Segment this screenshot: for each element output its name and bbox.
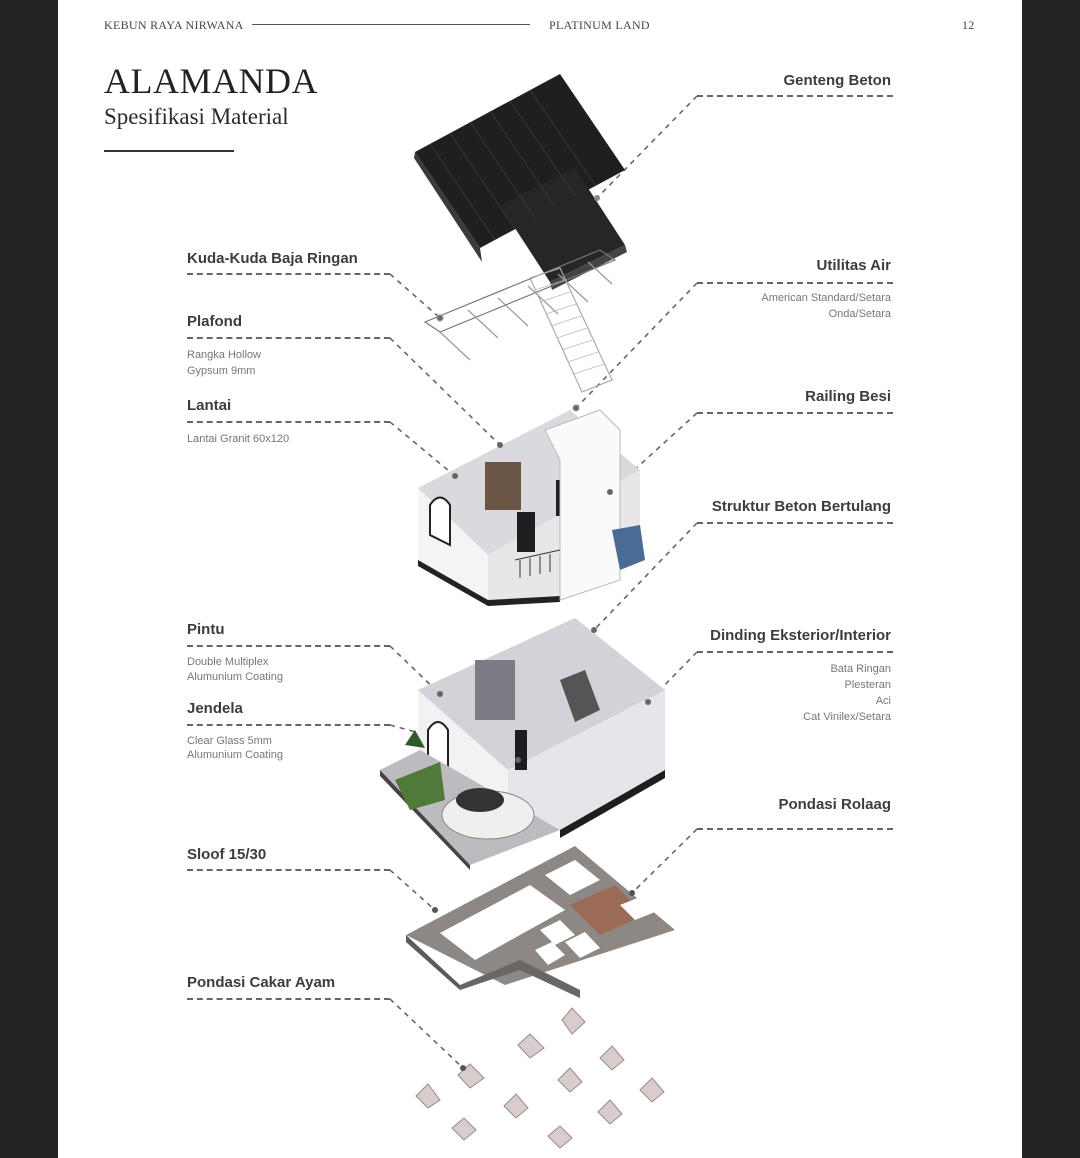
label-struktur-beton: Struktur Beton Bertulang (711, 498, 891, 515)
leader-pintu (187, 645, 390, 647)
spec-dinding-4: Cat Vinilex/Setara (803, 711, 891, 723)
spec-dinding-3: Aci (875, 695, 891, 707)
truss-illustration (425, 250, 615, 411)
header-project-name: KEBUN RAYA NIRWANA (104, 18, 244, 32)
page-number: 12 (962, 18, 975, 32)
spec-lantai-1: Lantai Granit 60x120 (187, 433, 290, 445)
leader-sloof (187, 869, 390, 871)
leader-pondasi-cakar-ayam (187, 998, 390, 1000)
leader-dinding (697, 651, 893, 653)
label-lantai: Lantai (187, 397, 232, 414)
leader-utilitas-air (697, 282, 893, 284)
spec-plafond-1: Rangka Hollow (187, 349, 261, 361)
label-sloof: Sloof 15/30 (187, 846, 267, 863)
upper-floor-illustration (418, 410, 645, 606)
leader-struktur-beton (697, 522, 893, 524)
spec-jendela-2: Alumunium Coating (187, 749, 283, 761)
leader-railing-besi (697, 412, 893, 414)
label-kuda-kuda: Kuda-Kuda Baja Ringan (187, 250, 358, 267)
spec-jendela-1: Clear Glass 5mm (187, 735, 272, 747)
label-pondasi-cakar-ayam: Pondasi Cakar Ayam (187, 974, 336, 991)
spec-dinding-2: Plesteran (844, 679, 891, 691)
spec-pintu-2: Alumunium Coating (187, 671, 283, 683)
leader-plafond (187, 337, 390, 339)
spec-plafond-2: Gypsum 9mm (187, 365, 256, 377)
leader-jendela (187, 724, 390, 726)
label-jendela: Jendela (187, 700, 243, 717)
spec-pintu-1: Double Multiplex (187, 656, 269, 668)
label-dinding: Dinding Eksterior/Interior (710, 627, 891, 644)
label-pintu: Pintu (187, 621, 225, 638)
label-plafond: Plafond (187, 313, 242, 330)
page-subtitle: Spesifikasi Material (104, 104, 289, 129)
roof-illustration (414, 74, 627, 290)
ground-floor-illustration (380, 618, 665, 870)
leader-lantai (187, 421, 390, 423)
footings-illustration (416, 1008, 664, 1148)
leader-genteng-beton (697, 95, 893, 97)
leader-pondasi-rolaag (697, 828, 893, 830)
spec-utilitas-air-2: Onda/Setara (828, 308, 891, 320)
label-pondasi-rolaag: Pondasi Rolaag (778, 796, 891, 813)
label-genteng-beton: Genteng Beton (783, 72, 891, 89)
sloof-foundation-illustration (406, 846, 675, 998)
spec-dinding-1: Bata Ringan (830, 663, 891, 675)
label-railing-besi: Railing Besi (805, 388, 891, 405)
spec-utilitas-air-1: American Standard/Setara (761, 292, 891, 304)
page-title: ALAMANDA (104, 61, 318, 101)
leader-kuda-kuda (187, 273, 390, 275)
header-developer-name: PLATINUM LAND (549, 18, 650, 32)
label-utilitas-air: Utilitas Air (816, 257, 891, 274)
